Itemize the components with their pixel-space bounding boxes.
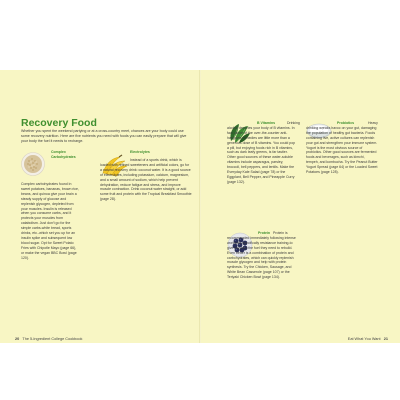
left-running-title: The 5-Ingredient College Cookbook (22, 337, 83, 341)
page-heading: Recovery Food (21, 117, 97, 129)
electrolytes-title: Electrolytes (130, 150, 150, 154)
carbs-text: Complex carbohydrates found in sweet potatoes, bananas, brown rice, beans, and quinoa give your brain a steady supply of glucose and replenish glycogen, depleted from your muscles. Insulin is released when you consume carbs, and it protects your muscles from catabolism. Just don't go for the simple carbs-white bread, sports drinks, etc.-which set you up for an insulin spike and subsequent low blood sugar. Opt for Sweet Potato Fries with Chipotle Mayo (page 66), or make the vegan BBC Bowl (page 120). (21, 182, 79, 260)
electrolytes-text: Instead of a sports drink, which is loaded with refined sweeteners and artificial colors, go for a natural recovery drink: coconut water. It is a good source of electrolytes, including potassium, calcium, magnesium, and a small amount of sodium, which help prevent dehydration, reduce fatigue and stress, and improve muscle contraction. Drink coconut water straight, or add some fruit and protein with the Tropical Breakfast Smoothie (page 28). (100, 158, 192, 202)
intro-paragraph: Whether you spent the weekend partying or at a cross-country meet, chances are your body could use some recovery nutrition. Here are five nutrients you need with foods you can easily prepare that will give your body the fuel it needs to recharge. (21, 129, 187, 144)
probiotics-title: Probiotics (337, 121, 355, 125)
probiotics-text: Heavy drinking wreaks havoc on your gut, damaging the population of healthy gut bacteria. Foods containing live, active cultures can replenish your gut and strengthen your immune system. Yogurt is the most obvious source of probiotics. Other good sources are fermented foods and beverages, such as kimchi, tempeh, and kombucha. Try the Peanut Butter Yogurt Spread (page 64) or the Loaded Sweet Potatoes (page 128). (306, 121, 378, 175)
protein-title: Protein (258, 231, 271, 235)
right-page-number: 21 (383, 337, 388, 341)
page-gutter (199, 70, 201, 343)
protein-text: Protein is recommended immediately following intense workouts-specifically resistance training-to give muscles the fuel they need to rebuild. Even better is a combination of protein and carbohydrates, which can quickly replenish muscle glycogen and help with protein synthesis. Try the Chicken, Sausage, and White Bean Casserole (page 107) or the Teriyaki Chicken Bowl (page 134). (227, 231, 296, 280)
right-running-title: Eat What You Want (347, 337, 381, 341)
left-page-number: 20 (15, 337, 20, 341)
b-vitamins-text: Drinking alcohol depletes your body of B vitamins. In fact, some of the over-the-counter anti-hangover remedies are little more than a generous dose of B vitamins. You could pop a pill, but enjoying foods rich in B vitamins, such as dark leafy greens, is far tastier. Other good sources of these water-soluble vitamins include asparagus, parsley, broccoli, bell peppers, and lentils. Make the Everyday Kale Salad (page 78) or the Eggplant, Bell Pepper, and Pineapple Curry (page 132). (227, 121, 300, 184)
carbs-title: Complex Carbohydrates (51, 150, 76, 159)
b-vitamins-title: B Vitamins (257, 121, 276, 125)
